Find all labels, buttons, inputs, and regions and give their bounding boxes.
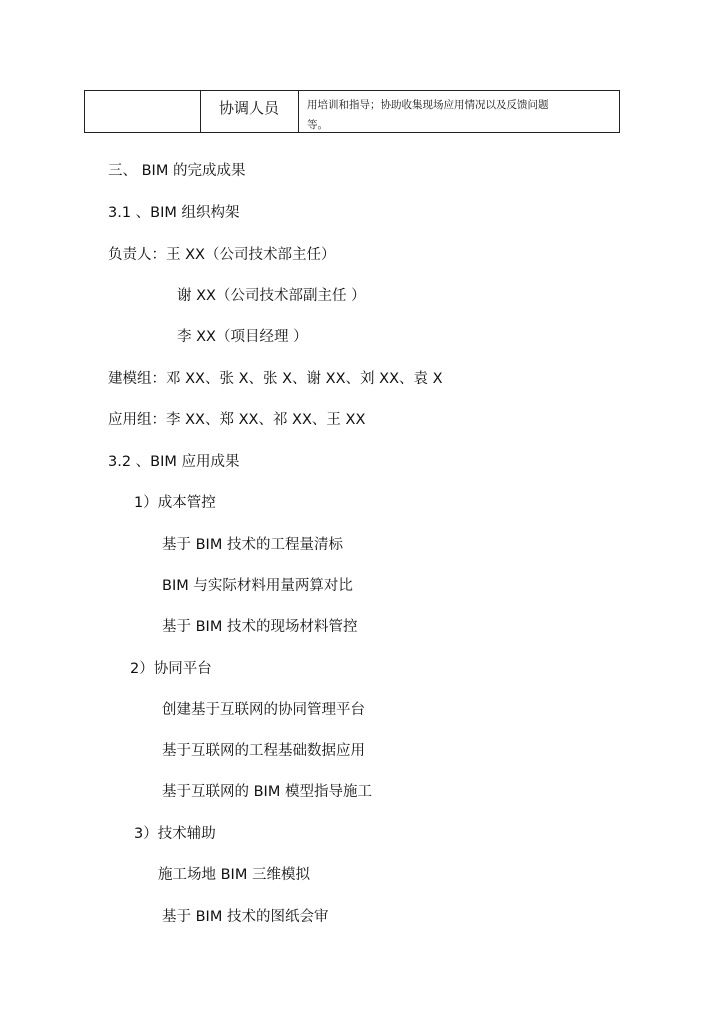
list-item: 施工场地 BIM 三维模拟 [158, 867, 310, 883]
manager-line: 李 XX（项目经理 ） [177, 329, 308, 345]
section-heading: 三、 BIM 的完成成果 [108, 163, 246, 179]
role-description [307, 95, 607, 135]
description-line-1: 用培训和指导；协助收集现场应用情况以及反馈问题 [307, 99, 549, 111]
list-item: 创建基于互联网的协同管理平台 [162, 702, 365, 718]
description-line-2: 等。 [307, 119, 328, 131]
list-item: 基于 BIM 技术的工程量清标 [162, 537, 343, 553]
table-cell-empty [85, 91, 201, 132]
list-heading-platform: 2）协同平台 [130, 661, 212, 677]
list-item: 基于互联网的 BIM 模型指导施工 [162, 784, 372, 800]
staff-table-row [84, 90, 620, 133]
list-heading-tech: 3）技术辅助 [134, 826, 216, 842]
list-item: 基于 BIM 技术的图纸会审 [162, 909, 329, 925]
application-team-line: 应用组：李 XX、郑 XX、祁 XX、王 XX [108, 412, 366, 428]
table-cell-description [299, 91, 619, 132]
subsection-heading-results: 3.2 、BIM 应用成果 [108, 454, 240, 470]
list-item: BIM 与实际材料用量两算对比 [162, 578, 353, 594]
list-item: 基于互联网的工程基础数据应用 [162, 743, 365, 759]
list-heading-cost: 1）成本管控 [134, 495, 216, 511]
modeling-team-line: 建模组：邓 XX、张 X、张 X、谢 XX、刘 XX、袁 X [108, 371, 443, 387]
subsection-heading-org: 3.1 、BIM 组织构架 [108, 205, 240, 221]
list-item: 基于 BIM 技术的现场材料管控 [162, 619, 358, 635]
leader-line: 负责人：王 XX（公司技术部主任） [108, 247, 336, 263]
table-cell-role [201, 91, 299, 132]
role-label: 协调人员 [219, 99, 280, 117]
deputy-line: 谢 XX（公司技术部副主任 ） [177, 288, 366, 304]
